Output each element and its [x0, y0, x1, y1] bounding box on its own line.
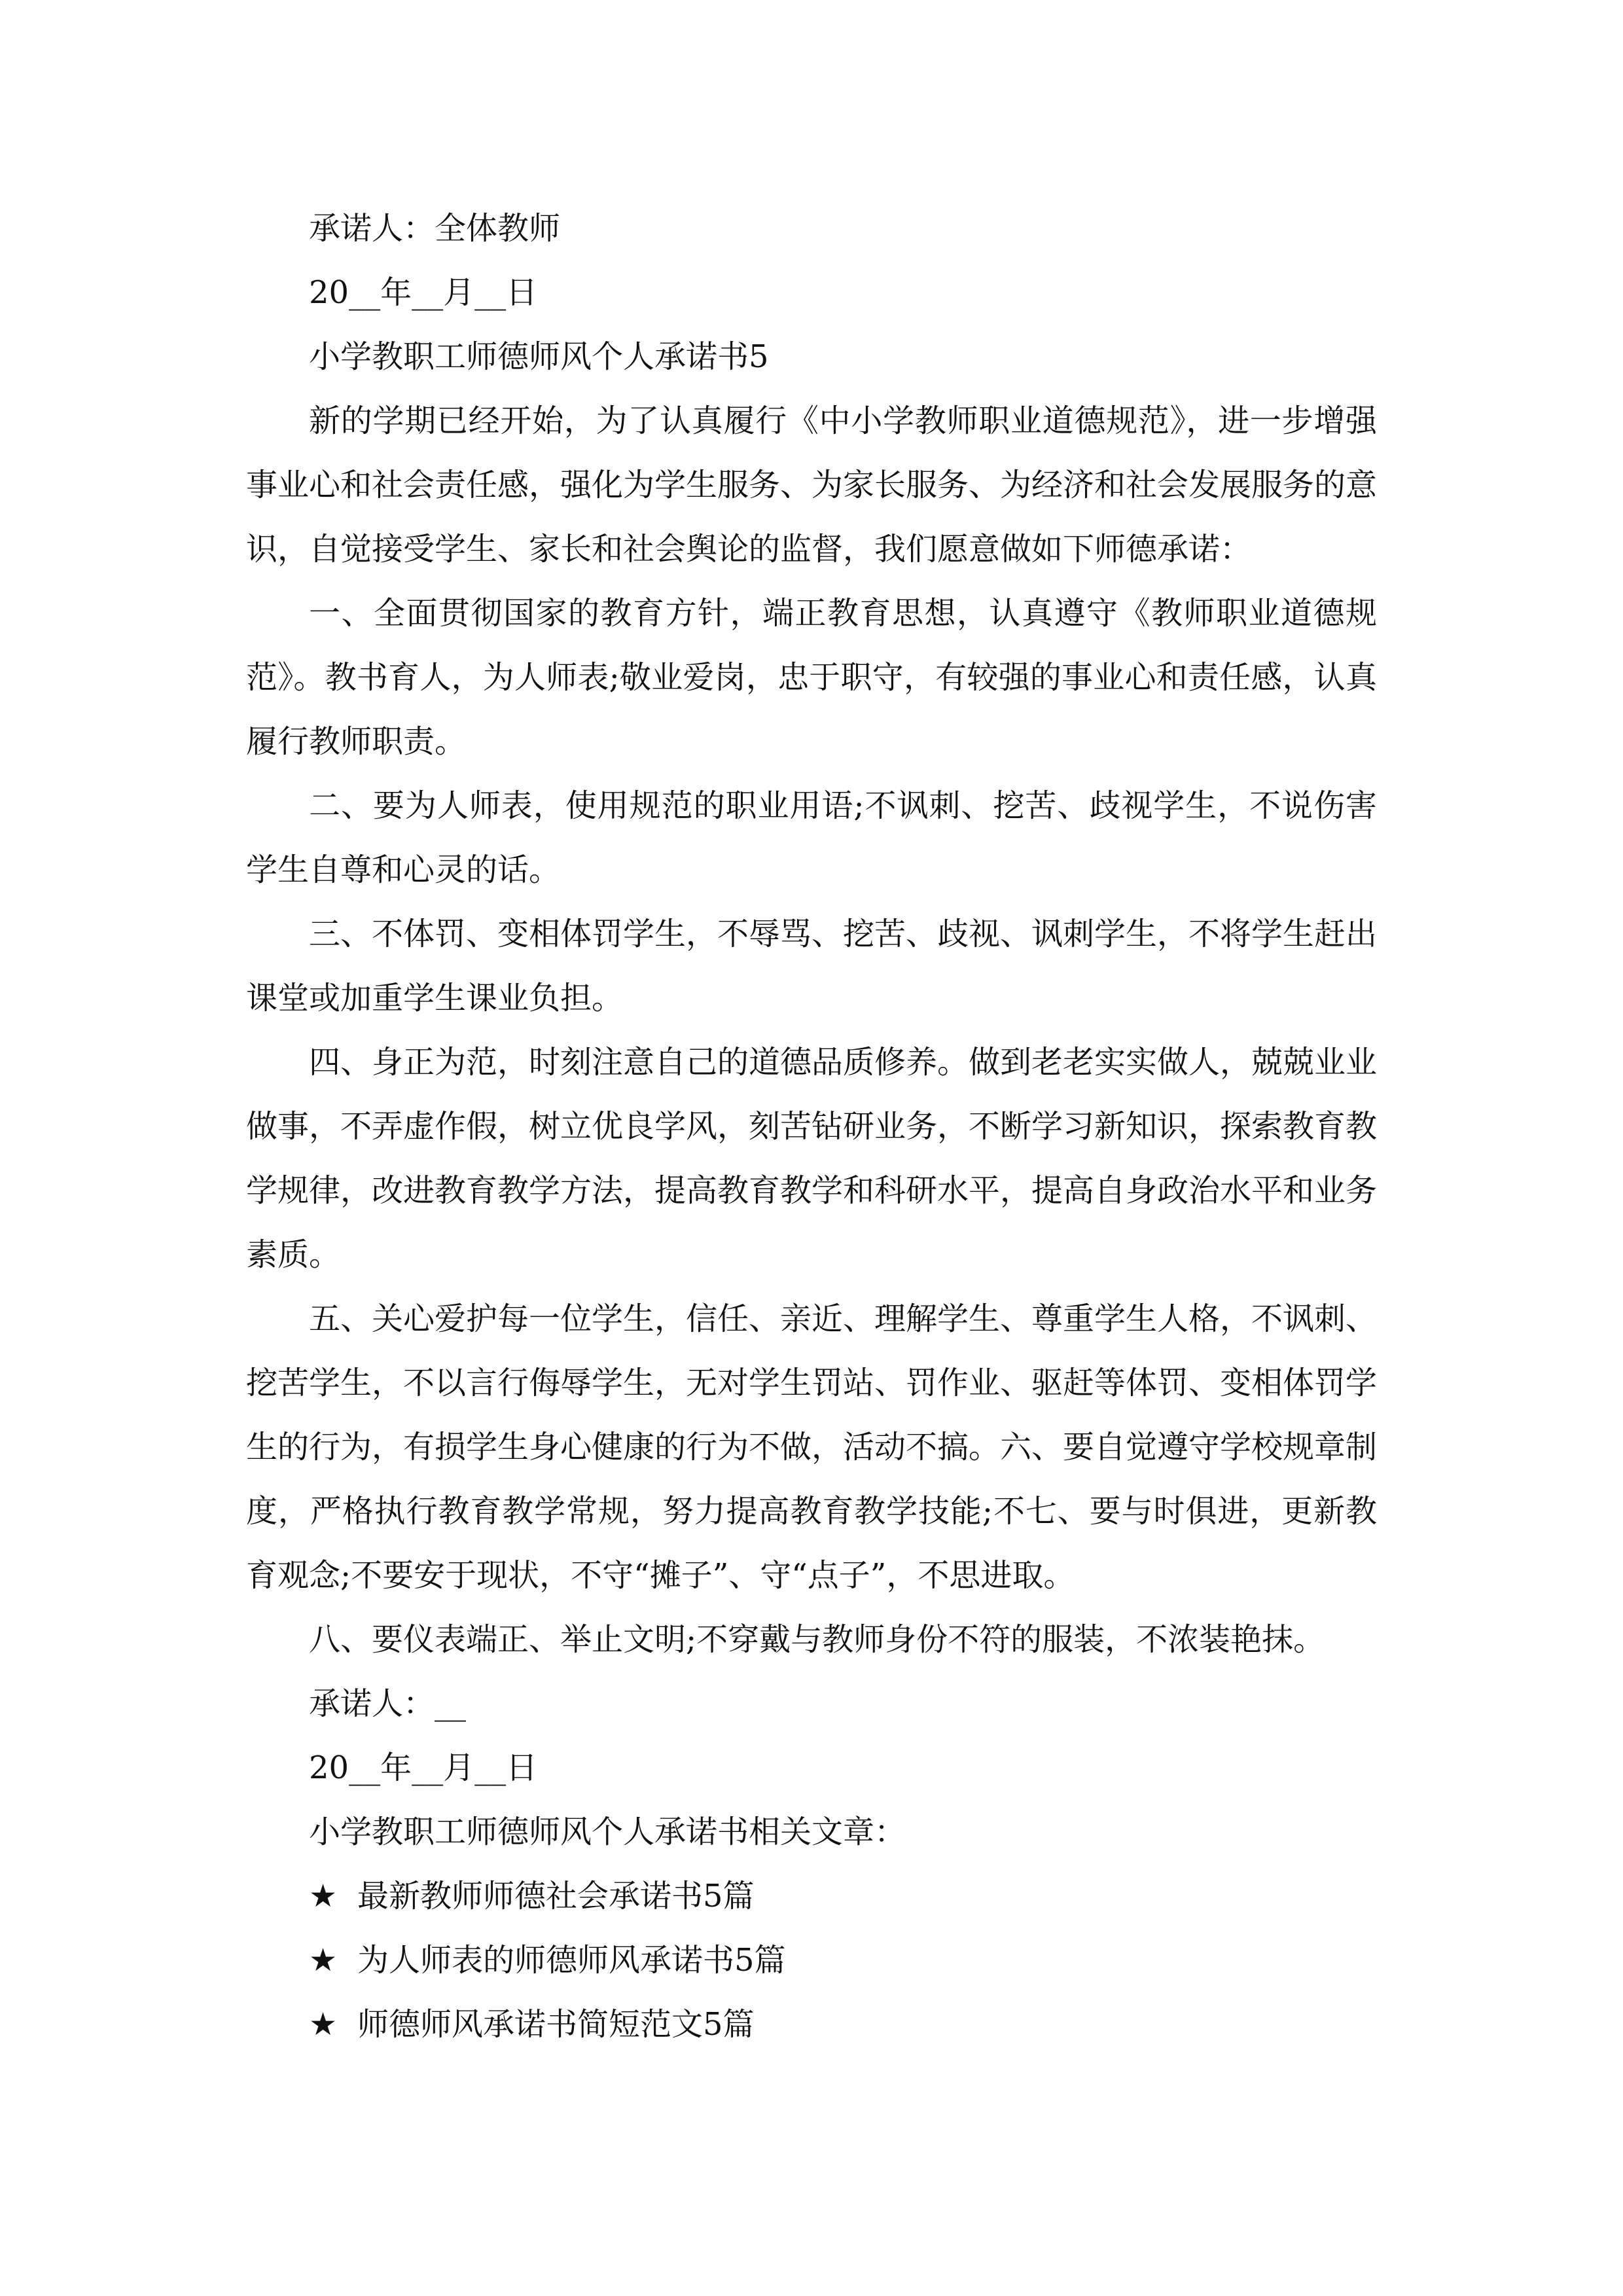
pledge-item-2: 二、要为人师表，使用规范的职业用语;不讽刺、挖苦、歧视学生，不说伤害学生自尊和心灵的话。	[246, 787, 1377, 888]
pledge-item-1: 一、全面贯彻国家的教育方针，端正教育思想，认真遵守《教师职业道德规范》。教书育人，为人师表;敬业爱岗，忠于职守，有较强的事业心和责任感，认真履行教师职责。	[246, 595, 1377, 760]
star-icon: ★	[309, 1878, 338, 1914]
related-link-label: 最新教师师德社会承诺书5篇	[357, 1878, 755, 1914]
bottom-signer: 承诺人：__	[309, 1685, 467, 1722]
intro-paragraph: 新的学期已经开始，为了认真履行《中小学教师职业道德规范》，进一步增强事业心和社会责任感，强化为学生服务、为家长服务、为经济和社会发展服务的意识，自觉接受学生、家长和社会舆论的监督，我们愿意做如下师德承诺：	[246, 403, 1378, 567]
star-icon: ★	[309, 1942, 338, 1979]
pledge-item-8: 八、要仪表端正、举止文明;不穿戴与教师身份不符的服装，不浓装艳抹。	[309, 1621, 1325, 1658]
pledge-item-3: 三、不体罚、变相体罚学生，不辱骂、挖苦、歧视、讽刺学生，不将学生赶出课堂或加重学生课业负担。	[246, 916, 1378, 1016]
related-heading: 小学教职工师德师风个人承诺书相关文章：	[309, 1814, 906, 1850]
related-link-label: 师德师风承诺书简短范文5篇	[357, 2006, 755, 2043]
related-link-1[interactable]	[246, 1864, 1377, 1928]
pledge-item-5: 五、关心爱护每一位学生，信任、亲近、理解学生、尊重学生人格，不讽刺、挖苦学生，不以言行侮辱学生，无对学生罚站、罚作业、驱赶等体罚、变相体罚学生的行为，有损学生身心健康的行为不做，活动不搞。六、要自觉遵守学校规章制度，严格执行教育教学常规，努力提高教育教学技能;不七、要与时俱进，更新教育观念;不要安于现状，不守“摊子”、守“点子”，不思进取。	[246, 1300, 1378, 1594]
related-link-2[interactable]	[246, 1928, 1377, 1992]
related-link-3[interactable]	[246, 1992, 1377, 2056]
pledge-item-4: 四、身正为范，时刻注意自己的道德品质修养。做到老老实实做人，兢兢业业做事，不弄虚作假，树立优良学风，刻苦钻研业务，不断学习新知识，探索教育教学规律，改进教育教学方法，提高教育教学和科研水平，提高自身政治水平和业务素质。	[246, 1044, 1378, 1273]
document-title: 小学教职工师德师风个人承诺书5	[309, 338, 769, 375]
related-link-label: 为人师表的师德师风承诺书5篇	[357, 1942, 786, 1979]
top-date: 20__年__月__日	[309, 274, 538, 311]
bottom-date: 20__年__月__日	[309, 1749, 538, 1786]
document-body	[246, 196, 1377, 2056]
top-signer: 承诺人：全体教师	[309, 210, 561, 247]
star-icon: ★	[309, 2006, 338, 2043]
